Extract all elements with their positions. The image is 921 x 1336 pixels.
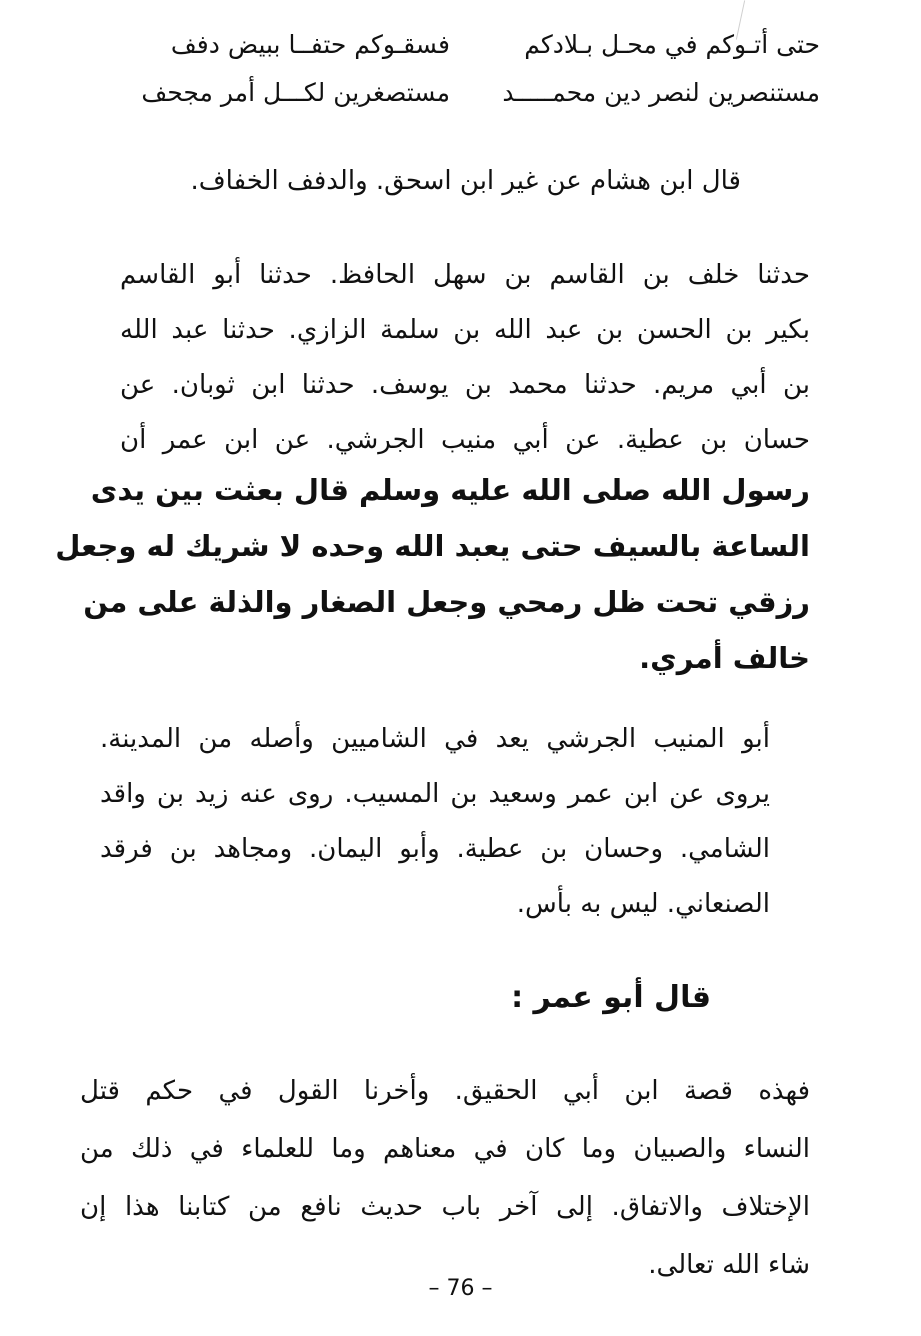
isnad-line: بن أبي مريم. حدثنا محمد بن يوسف. حدثنا ابن ثوبان. عن: [120, 370, 810, 400]
verse-second-hemistich: مستصغرين لكـــل أمر مجحف: [141, 77, 450, 107]
section-heading: قال أبو عمر :: [511, 980, 711, 1015]
narrator-biography: [100, 712, 770, 932]
bio-line: الشامي. وحسان بن عطية. وأبو اليمان. ومجاهد بن فرقد: [100, 834, 770, 864]
isnad-paragraph: [120, 248, 810, 468]
verse-second-hemistich: فسقـوكم حتفــا ببيض دفف: [170, 29, 450, 59]
verse-first-hemistich: مستنصرين لنصر دين محمـــــد: [502, 77, 820, 107]
ibn-hisham-note: قال ابن هشام عن غير ابن اسحق. والدفف الخفاف.: [190, 166, 741, 196]
hadith-line: رسول الله صلى الله عليه وسلم قال بعثت بين يدى: [90, 473, 810, 507]
hadith-line: خالف أمري.: [639, 641, 810, 675]
poem-verse: [130, 68, 820, 116]
bio-line: يروى عن ابن عمر وسعيد بن المسيب. روى عنه زيد بن واقد: [100, 779, 770, 809]
poem: [130, 20, 820, 116]
poem-verse: [130, 20, 820, 68]
closing-paragraph: [80, 1062, 810, 1294]
hadith-line: رزقي تحت ظل رمحي وجعل الصغار والذلة على من: [83, 585, 810, 619]
bio-line: أبو المنيب الجرشي يعد في الشاميين وأصله من المدينة.: [100, 724, 770, 754]
verse-first-hemistich: حتى أتـوكم في محـل بـلادكم: [524, 29, 820, 59]
bio-line: الصنعاني. ليس به بأس.: [516, 889, 770, 919]
page-number: – 76 –: [428, 1276, 493, 1301]
isnad-line: حسان بن عطية. عن أبي منيب الجرشي. عن ابن عمر أن: [120, 425, 810, 455]
isnad-line: حدثنا خلف بن القاسم بن سهل الحافظ. حدثنا أبو القاسم: [120, 260, 810, 290]
closing-line: الإختلاف والاتفاق. إلى آخر باب حديث نافع من كتابنا هذا إن: [80, 1192, 810, 1222]
isnad-line: بكير بن الحسن بن عبد الله بن سلمة الزازي. حدثنا عبد الله: [120, 315, 810, 345]
closing-line: فهذه قصة ابن أبي الحقيق. وأخرنا القول في حكم قتل: [80, 1076, 810, 1106]
closing-line: النساء والصبيان وما كان في معناهم وما للعلماء في ذلك من: [80, 1134, 810, 1164]
hadith-text: [55, 462, 810, 686]
closing-line: شاء الله تعالى.: [648, 1250, 810, 1280]
hadith-line: الساعة بالسيف حتى يعبد الله وحده لا شريك له وجعل: [55, 529, 810, 563]
